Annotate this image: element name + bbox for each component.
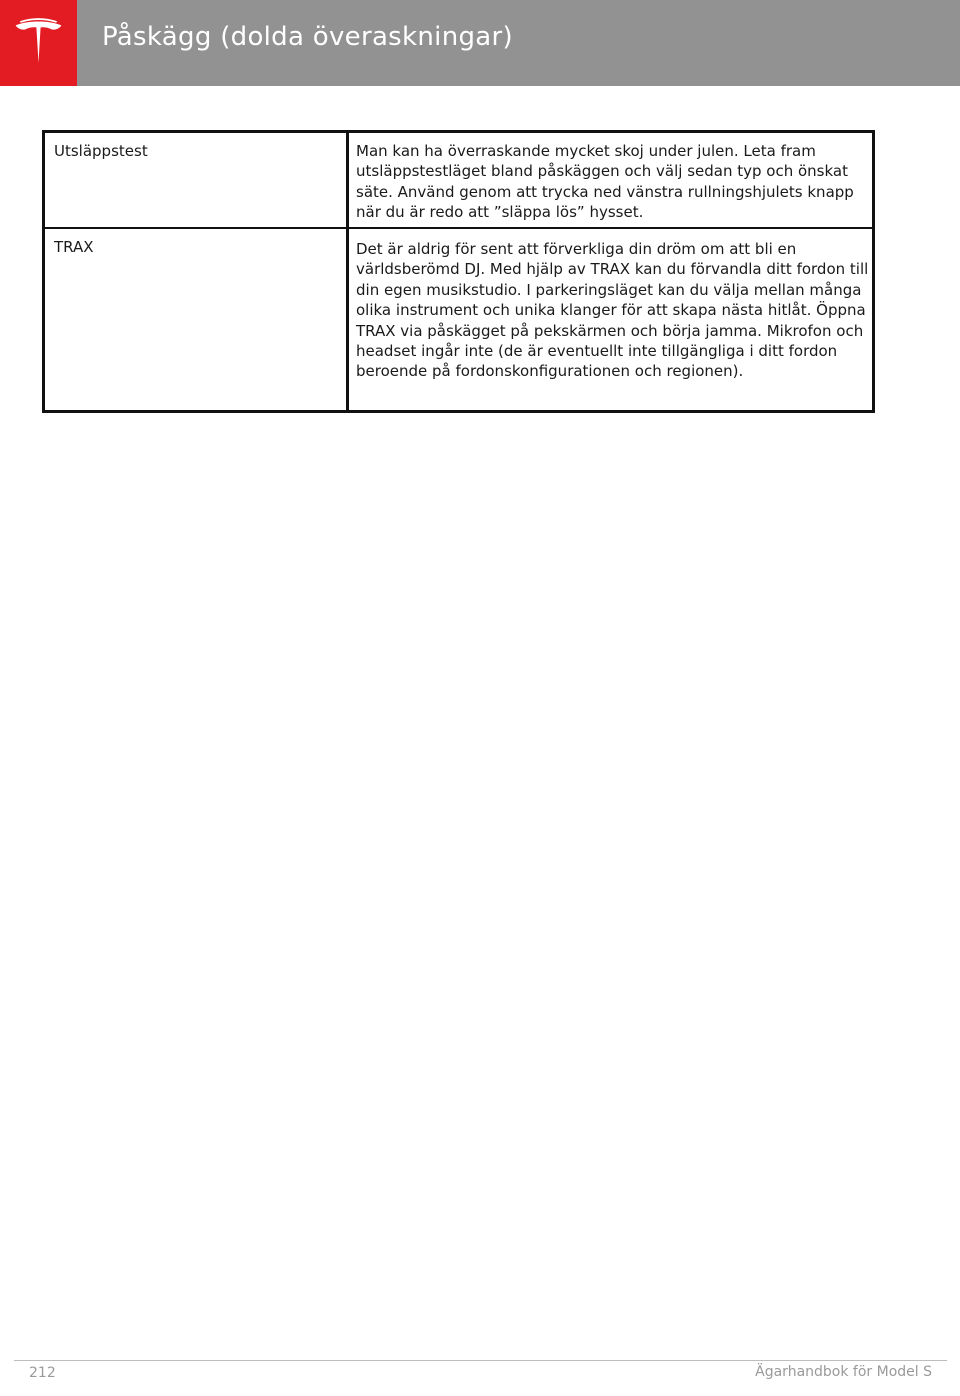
footer-divider [14, 1360, 947, 1361]
page-number: 212 [29, 1365, 56, 1381]
row-description: Det är aldrig för sent att förverkliga din dröm om att bli en världsberömd DJ. Med hjälp av TRAX kan du förvandla ditt fordon till din egen musikstudio. I parkeringsläget kan du välja mellan många olika instrument och unika klanger för att skapa nästa hitlåt. Öppna TRAX via påskägget på pekskärmen och börja jamma. Mikrofon och headset ingår inte (de är eventuellt inte tillgängliga i ditt fordon beroende på fordonskonfigurationen och regionen). [356, 240, 869, 381]
brand-logo-box [0, 0, 77, 86]
tesla-logo-icon [12, 16, 65, 68]
manual-title: Ägarhandbok för Model S [755, 1364, 932, 1380]
row-label: TRAX [54, 238, 94, 256]
row-label: Utsläppstest [54, 142, 148, 160]
row-description: Man kan ha överraskande mycket skoj under julen. Leta fram utsläppstestläget bland påskäggen och välj sedan typ och önskat säte. Använd genom att trycka ned vänstra rullningshjulets knapp när du är redo att ”släppa lös” hysset. [356, 142, 854, 222]
easter-egg-table [42, 130, 875, 413]
row-divider [45, 227, 872, 229]
page-title: Påskägg (dolda överaskningar) [102, 22, 513, 52]
page-header [0, 0, 960, 86]
column-divider [346, 133, 349, 410]
